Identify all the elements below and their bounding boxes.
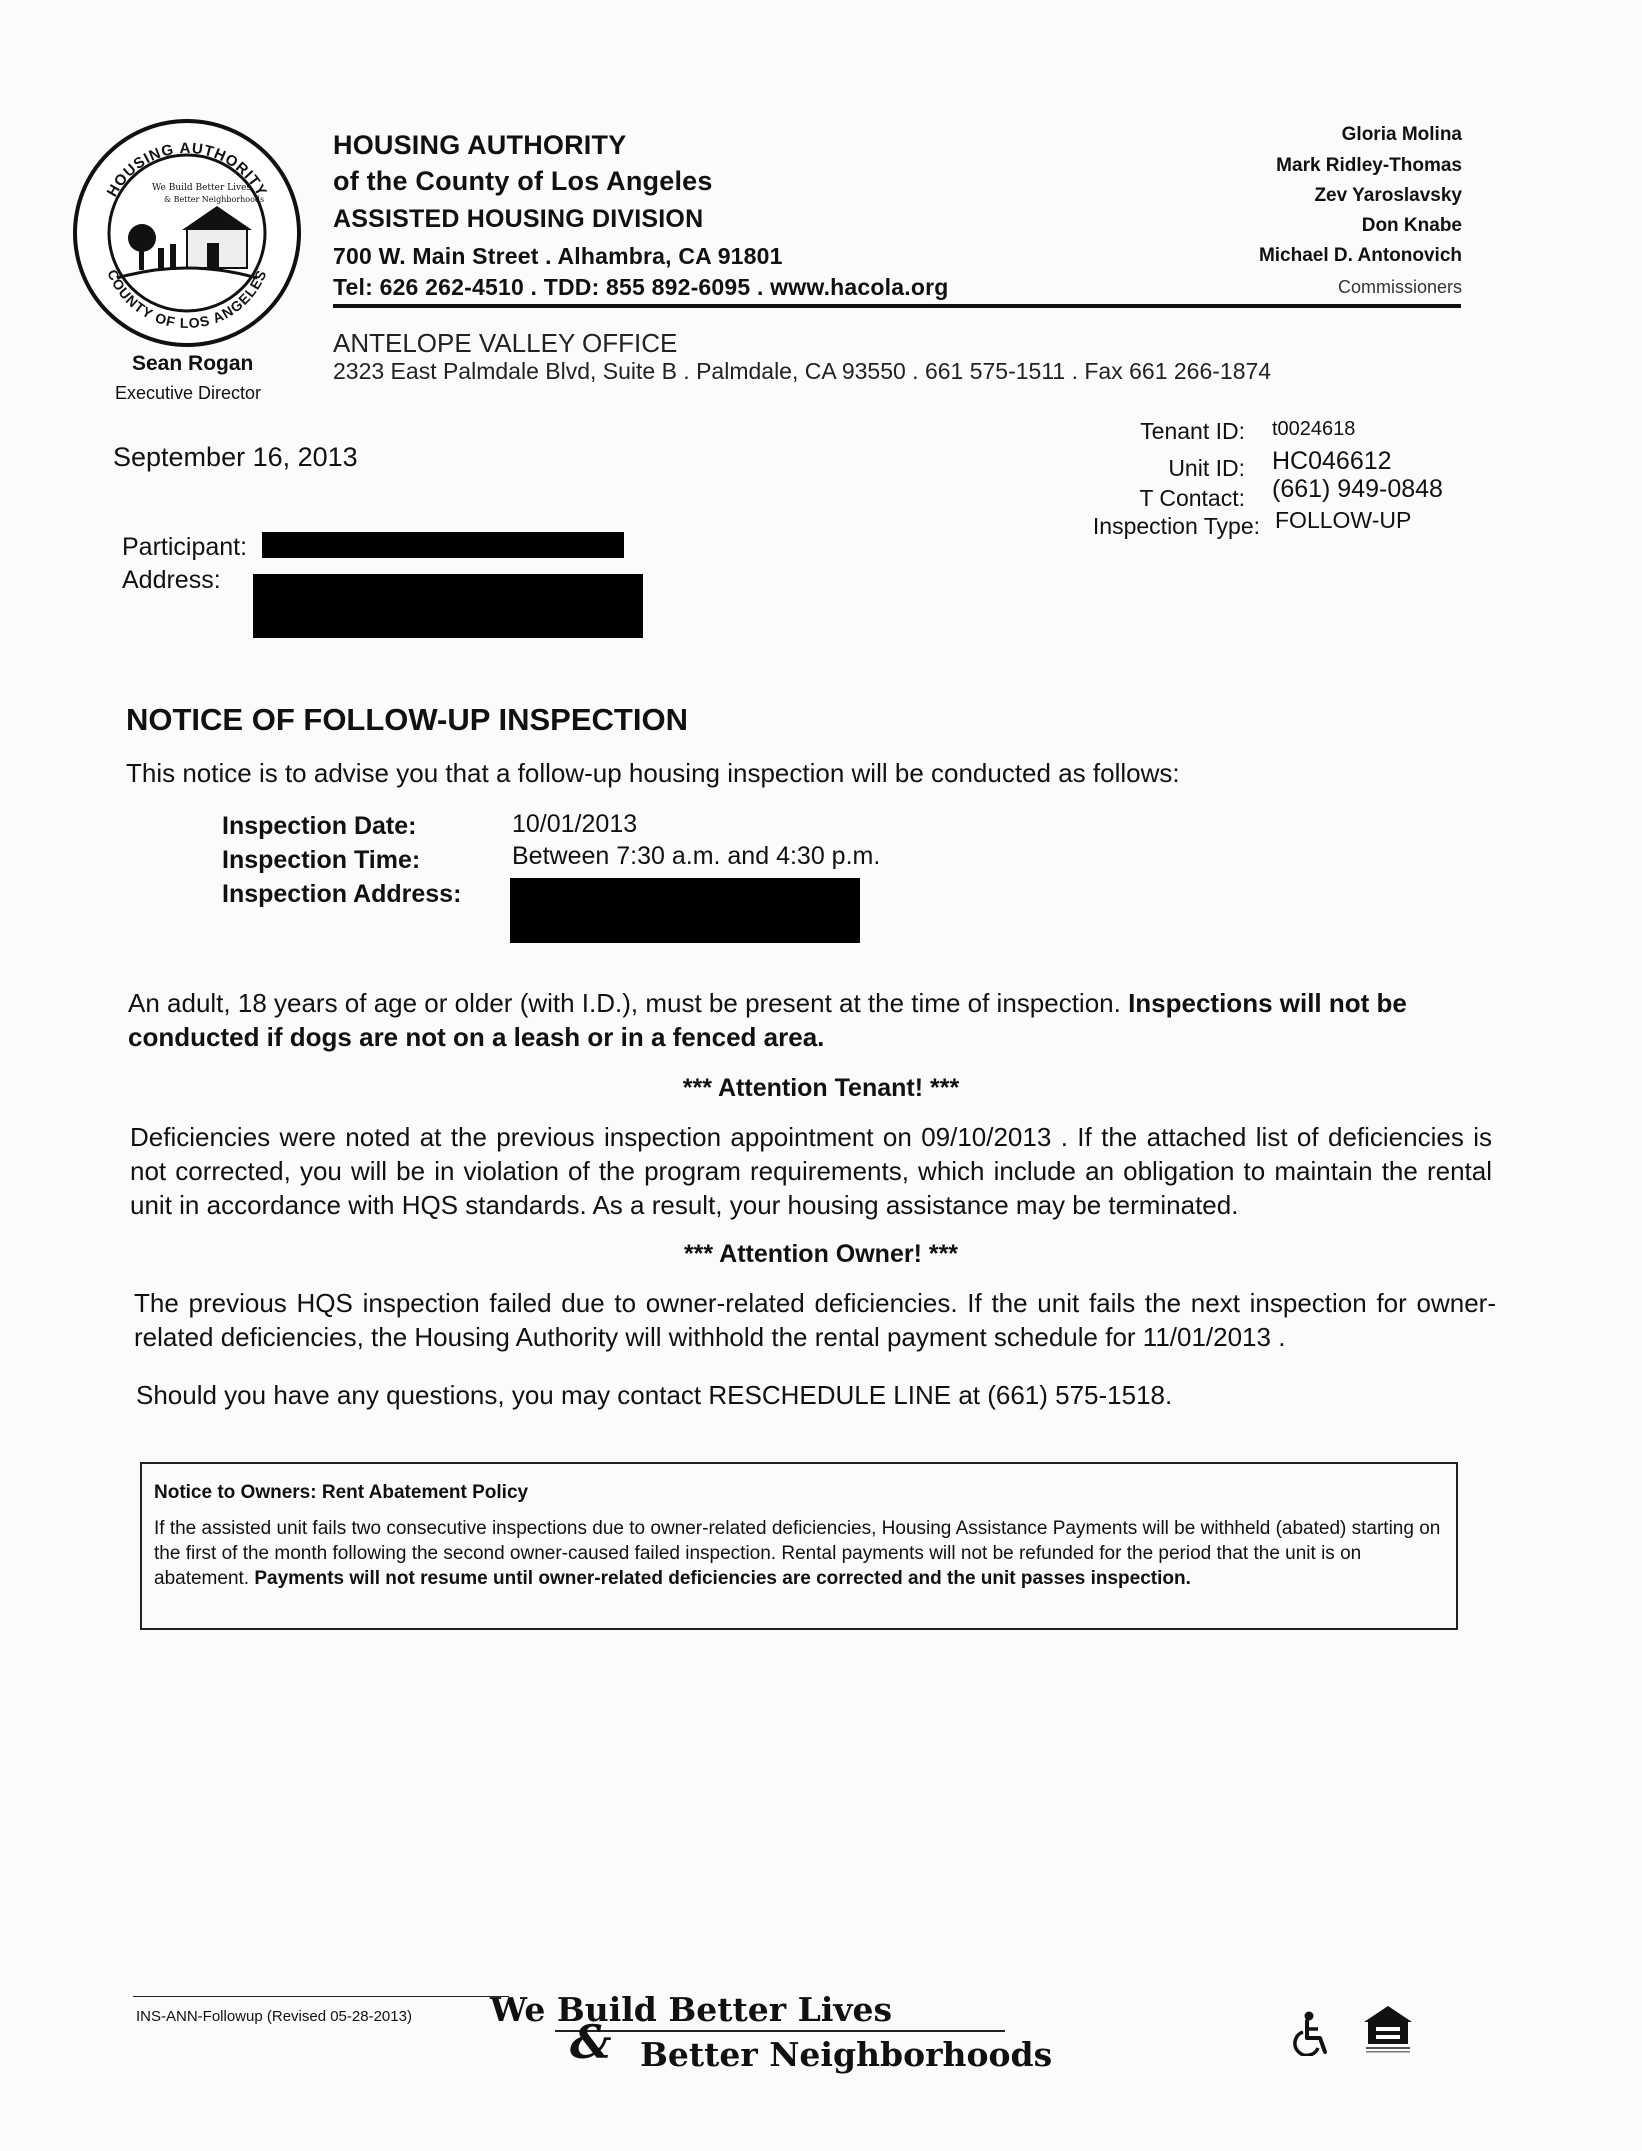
letter-date: September 16, 2013 (113, 442, 358, 472)
tenant-text: Deficiencies were noted at the previous inspection appointment on 09/10/2013 . If the attached list of deficiencies is not corrected, you will be in violation of the program requirements, which include an obligation to maintain the rental unit in accordance with HQS standards. As a result, your housing assistance may be terminated. (130, 1122, 1492, 1220)
header-line2: of the County of Los Angeles (333, 166, 713, 196)
t-contact-label: T Contact: (1139, 485, 1245, 511)
housing-authority-seal (72, 118, 302, 348)
notice-intro: This notice is to advise you that a follow-up housing inspection will be conducted as follows: (126, 758, 1180, 788)
tenant-id-value: t0024618 (1272, 418, 1356, 440)
tenant-heading: *** Attention Tenant! *** (682, 1074, 960, 1102)
tenant-id-label: Tenant ID: (1140, 418, 1245, 444)
inspection-time-value: Between 7:30 a.m. and 4:30 p.m. (512, 842, 881, 870)
commissioner-3: Zev Yaroslavsky (1314, 185, 1462, 206)
unit-id-value: HC046612 (1272, 447, 1392, 475)
address-label: Address: (122, 566, 221, 594)
notice-title: NOTICE OF FOLLOW-UP INSPECTION (126, 702, 688, 737)
footer-tagline-rule (555, 2030, 1005, 2032)
form-id: INS-ANN-Followup (Revised 05-28-2013) (136, 2008, 412, 2025)
participant-redaction (262, 532, 624, 558)
seal-bottom-text: COUNTY OF LOS ANGELES (104, 266, 270, 332)
footer-ampersand: & (570, 2015, 612, 2069)
inspection-address-label: Inspection Address: (222, 880, 462, 908)
commissioners-label: Commissioners (1337, 277, 1462, 297)
commissioner-5: Michael D. Antonovich (1258, 245, 1462, 266)
rent-abatement-body: If the assisted unit fails two consecutive inspections due to owner-related deficiencies, Housing Assistance Payments will be withheld (abated) starting on the first of the month following the second owner-caused failed inspection. Rental payments will not be refunded for the period that the unit is on abatement. (154, 1518, 1441, 1589)
header-line3: ASSISTED HOUSING DIVISION (333, 205, 704, 233)
commissioner-2: Mark Ridley-Thomas (1276, 155, 1462, 176)
footer-tagline-1: We Build Better Lives (490, 1990, 893, 2029)
commissioner-1: Gloria Molina (1341, 124, 1462, 145)
accessibility-icon (1292, 2010, 1334, 2056)
commissioner-4: Don Knabe (1361, 215, 1462, 236)
inspection-date-label: Inspection Date: (222, 812, 417, 840)
office-name: ANTELOPE VALLEY OFFICE (333, 328, 678, 358)
inspection-type-value: FOLLOW-UP (1275, 507, 1412, 533)
owner-heading: *** Attention Owner! *** (683, 1240, 959, 1268)
address-redaction (253, 574, 643, 638)
adult-text: An adult, 18 years of age or older (with I.D.), must be present at the time of inspection. (128, 988, 1129, 1018)
inspection-address-redaction (510, 878, 860, 943)
director-name: Sean Rogan (132, 352, 254, 375)
rent-abatement-bold: Payments will not resume until owner-related deficiencies are corrected and the unit passes inspection. (254, 1568, 1191, 1589)
owner-text: The previous HQS inspection failed due to owner-related deficiencies. If the unit fails the next inspection for owner-related deficiencies, the Housing Authority will withhold the rental payment schedule for 11/01/2013 . (134, 1288, 1496, 1352)
rent-abatement-box (140, 1462, 1458, 1630)
form-id-rule (133, 1996, 509, 1997)
adult-paragraph (128, 986, 1490, 1054)
questions-text: Should you have any questions, you may contact RESCHEDULE LINE at (661) 575-1518. (136, 1380, 1173, 1410)
seal-motto-2: & Better Neighborhoods (164, 195, 265, 204)
rent-abatement-text (154, 1516, 1444, 1591)
inspection-date-value: 10/01/2013 (512, 810, 638, 838)
inspection-time-label: Inspection Time: (222, 846, 421, 874)
equal-housing-icon (1360, 2004, 1416, 2054)
seal-motto-1: We Build Better Lives (152, 183, 252, 193)
unit-id-label: Unit ID: (1168, 455, 1245, 481)
inspection-type-label: Inspection Type: (1092, 513, 1260, 539)
header-address: 700 W. Main Street . Alhambra, CA 91801 (333, 243, 783, 269)
rent-abatement-title: Notice to Owners: Rent Abatement Policy (154, 1482, 529, 1503)
header-rule (333, 304, 1461, 308)
director-title: Executive Director (115, 383, 262, 403)
seal-top-text: HOUSING AUTHORITY (103, 139, 271, 200)
participant-label: Participant: (122, 533, 248, 561)
adult-bold: Inspections will not be conducted if dogs are not on a leash or in a fenced area. (128, 988, 1407, 1052)
footer-tagline-2: Better Neighborhoods (640, 2035, 1053, 2074)
office-address: 2323 East Palmdale Blvd, Suite B . Palmdale, CA 93550 . 661 575-1511 . Fax 661 266-1874 (333, 358, 1272, 384)
header-contact: Tel: 626 262-4510 . TDD: 855 892-6095 . www.hacola.org (333, 274, 949, 300)
t-contact-value: (661) 949-0848 (1272, 475, 1443, 503)
header-line1: HOUSING AUTHORITY (333, 130, 627, 160)
